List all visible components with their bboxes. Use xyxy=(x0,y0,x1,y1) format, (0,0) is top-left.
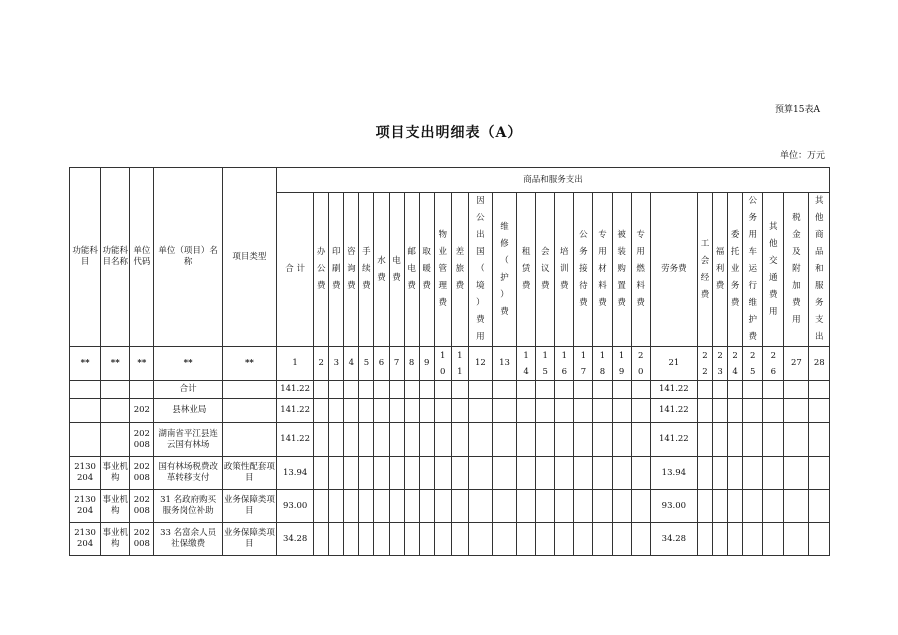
cell-project-type: 政策性配套项目 xyxy=(222,457,276,490)
header-item-19: 被 装 购 置 费 xyxy=(612,193,631,347)
header-item-8: 邮 电 费 xyxy=(404,193,419,347)
cell-item-23 xyxy=(713,490,728,523)
cell-item-21: 13.94 xyxy=(650,457,697,490)
cell-item-10 xyxy=(434,523,451,556)
cell-item-24 xyxy=(728,490,743,523)
cell-item-28 xyxy=(809,523,830,556)
cell-item-19 xyxy=(612,423,631,457)
cell-item-3 xyxy=(329,523,344,556)
column-number-2: 2 xyxy=(314,347,329,381)
cell-total: 141.22 xyxy=(277,399,314,423)
cell-item-11 xyxy=(451,423,468,457)
column-number-20: 2 0 xyxy=(631,347,650,381)
cell-item-6 xyxy=(374,490,389,523)
cell-item-19 xyxy=(612,490,631,523)
column-number-23: 2 3 xyxy=(713,347,728,381)
cell-item-11 xyxy=(451,523,468,556)
cell-item-10 xyxy=(434,457,451,490)
unit-label: 单位：万元 xyxy=(779,151,825,161)
cell-item-7 xyxy=(389,523,404,556)
cell-item-17 xyxy=(574,457,593,490)
column-number-26: 2 6 xyxy=(763,347,784,381)
star-cell: ** xyxy=(101,347,130,381)
header-total: 合 计 xyxy=(277,193,314,347)
cell-item-8 xyxy=(404,523,419,556)
cell-unit-name: 湖南省平江县连云国有林场 xyxy=(154,423,222,457)
header-item-24: 委 托 业 务 费 xyxy=(728,193,743,347)
column-number-19: 1 9 xyxy=(612,347,631,381)
cell-total: 141.22 xyxy=(277,423,314,457)
cell-item-15 xyxy=(536,399,555,423)
header-item-4: 咨 询 费 xyxy=(344,193,359,347)
cell-item-21: 141.22 xyxy=(650,381,697,399)
cell-item-16 xyxy=(555,381,574,399)
cell-item-16 xyxy=(555,523,574,556)
cell-unit-code: 202 008 xyxy=(130,457,154,490)
cell-func-subject: 2130 204 xyxy=(70,490,101,523)
cell-item-5 xyxy=(359,399,374,423)
cell-item-17 xyxy=(574,399,593,423)
cell-item-8 xyxy=(404,490,419,523)
cell-item-3 xyxy=(329,399,344,423)
cell-item-3 xyxy=(329,490,344,523)
header-item-28: 其 他 商 品 和 服 务 支 出 xyxy=(809,193,830,347)
cell-item-14 xyxy=(517,457,536,490)
header-item-10: 物 业 管 理 费 xyxy=(434,193,451,347)
cell-func-subject-name: 事业机构 xyxy=(101,523,130,556)
cell-item-6 xyxy=(374,423,389,457)
cell-item-24 xyxy=(728,399,743,423)
cell-item-17 xyxy=(574,381,593,399)
cell-item-10 xyxy=(434,423,451,457)
header-item-2: 办 公 费 xyxy=(314,193,329,347)
cell-item-17 xyxy=(574,523,593,556)
column-number-5: 5 xyxy=(359,347,374,381)
cell-item-26 xyxy=(763,523,784,556)
cell-item-12 xyxy=(468,399,492,423)
cell-item-13 xyxy=(492,523,516,556)
star-cell: ** xyxy=(70,347,101,381)
header-item-26: 其 他 交 通 费 用 xyxy=(763,193,784,347)
cell-item-17 xyxy=(574,490,593,523)
cell-item-18 xyxy=(593,423,612,457)
cell-item-21: 141.22 xyxy=(650,399,697,423)
column-number-28: 28 xyxy=(809,347,830,381)
column-number-11: 1 1 xyxy=(451,347,468,381)
project-expense-table xyxy=(69,167,830,556)
cell-item-20 xyxy=(631,457,650,490)
cell-item-5 xyxy=(359,490,374,523)
cell-item-26 xyxy=(763,457,784,490)
table-row xyxy=(70,423,830,457)
cell-item-10 xyxy=(434,399,451,423)
header-unit-code: 单位代码 xyxy=(130,168,154,347)
cell-item-25 xyxy=(743,457,763,490)
column-number-13: 13 xyxy=(492,347,516,381)
header-item-3: 印 刷 费 xyxy=(329,193,344,347)
cell-item-18 xyxy=(593,490,612,523)
cell-project-type xyxy=(222,381,276,399)
cell-item-9 xyxy=(419,490,434,523)
cell-item-9 xyxy=(419,381,434,399)
column-number-4: 4 xyxy=(344,347,359,381)
cell-item-24 xyxy=(728,381,743,399)
cell-item-8 xyxy=(404,399,419,423)
cell-item-2 xyxy=(314,490,329,523)
cell-item-28 xyxy=(809,457,830,490)
cell-item-16 xyxy=(555,399,574,423)
header-item-13: 维 修 （ 护 ） 费 xyxy=(492,193,516,347)
cell-item-15 xyxy=(536,381,555,399)
cell-item-12 xyxy=(468,423,492,457)
star-cell: ** xyxy=(154,347,222,381)
cell-item-2 xyxy=(314,399,329,423)
cell-item-16 xyxy=(555,490,574,523)
cell-item-27 xyxy=(784,457,809,490)
cell-item-23 xyxy=(713,381,728,399)
cell-unit-name: 33 名富余人员社保缴费 xyxy=(154,523,222,556)
cell-item-14 xyxy=(517,423,536,457)
cell-item-20 xyxy=(631,423,650,457)
cell-item-11 xyxy=(451,490,468,523)
cell-total: 34.28 xyxy=(277,523,314,556)
header-group-title: 商品和服务支出 xyxy=(277,168,830,193)
cell-item-4 xyxy=(344,523,359,556)
header-item-11: 差 旅 费 xyxy=(451,193,468,347)
cell-item-19 xyxy=(612,523,631,556)
cell-item-28 xyxy=(809,423,830,457)
cell-item-9 xyxy=(419,523,434,556)
cell-item-24 xyxy=(728,457,743,490)
cell-item-5 xyxy=(359,523,374,556)
cell-item-12 xyxy=(468,490,492,523)
cell-project-type: 业务保障类项目 xyxy=(222,490,276,523)
column-number-24: 2 4 xyxy=(728,347,743,381)
cell-item-27 xyxy=(784,399,809,423)
cell-func-subject: 2130 204 xyxy=(70,523,101,556)
cell-item-22 xyxy=(697,490,712,523)
column-number-9: 9 xyxy=(419,347,434,381)
form-code: 预算15表A xyxy=(775,105,820,115)
cell-item-23 xyxy=(713,399,728,423)
cell-item-4 xyxy=(344,457,359,490)
table-row xyxy=(70,490,830,523)
cell-item-10 xyxy=(434,381,451,399)
header-item-15: 会 议 费 xyxy=(536,193,555,347)
cell-item-2 xyxy=(314,523,329,556)
header-unit-name: 单位（项目）名称 xyxy=(154,168,222,347)
cell-item-26 xyxy=(763,399,784,423)
cell-unit-name: 合计 xyxy=(154,381,222,399)
column-number-8: 8 xyxy=(404,347,419,381)
cell-item-15 xyxy=(536,457,555,490)
cell-item-27 xyxy=(784,423,809,457)
cell-project-type xyxy=(222,423,276,457)
cell-item-25 xyxy=(743,490,763,523)
header-item-5: 手 续 费 xyxy=(359,193,374,347)
cell-item-25 xyxy=(743,399,763,423)
cell-item-7 xyxy=(389,381,404,399)
cell-item-5 xyxy=(359,423,374,457)
cell-item-4 xyxy=(344,381,359,399)
cell-item-22 xyxy=(697,523,712,556)
column-number-10: 1 0 xyxy=(434,347,451,381)
cell-item-13 xyxy=(492,457,516,490)
header-item-21: 劳务费 xyxy=(650,193,697,347)
cell-item-27 xyxy=(784,490,809,523)
cell-func-subject-name xyxy=(101,423,130,457)
cell-item-26 xyxy=(763,423,784,457)
cell-item-13 xyxy=(492,490,516,523)
cell-item-16 xyxy=(555,457,574,490)
cell-item-9 xyxy=(419,457,434,490)
cell-item-11 xyxy=(451,457,468,490)
cell-item-23 xyxy=(713,457,728,490)
column-number-14: 1 4 xyxy=(517,347,536,381)
cell-item-19 xyxy=(612,457,631,490)
header-item-6: 水 费 xyxy=(374,193,389,347)
cell-item-3 xyxy=(329,381,344,399)
cell-item-24 xyxy=(728,523,743,556)
cell-item-25 xyxy=(743,381,763,399)
cell-total: 13.94 xyxy=(277,457,314,490)
cell-project-type: 业务保障类项目 xyxy=(222,523,276,556)
cell-item-8 xyxy=(404,457,419,490)
cell-item-11 xyxy=(451,381,468,399)
cell-item-23 xyxy=(713,423,728,457)
cell-item-4 xyxy=(344,399,359,423)
star-cell: ** xyxy=(130,347,154,381)
header-item-16: 培 训 费 xyxy=(555,193,574,347)
cell-item-6 xyxy=(374,381,389,399)
column-number-7: 7 xyxy=(389,347,404,381)
cell-item-19 xyxy=(612,381,631,399)
header-item-9: 取 暖 费 xyxy=(419,193,434,347)
cell-item-12 xyxy=(468,457,492,490)
cell-item-13 xyxy=(492,423,516,457)
cell-item-18 xyxy=(593,381,612,399)
cell-func-subject-name: 事业机构 xyxy=(101,457,130,490)
cell-item-25 xyxy=(743,423,763,457)
cell-item-2 xyxy=(314,457,329,490)
header-item-7: 电 费 xyxy=(389,193,404,347)
cell-item-20 xyxy=(631,523,650,556)
cell-item-4 xyxy=(344,423,359,457)
cell-item-11 xyxy=(451,399,468,423)
cell-item-19 xyxy=(612,399,631,423)
cell-item-14 xyxy=(517,523,536,556)
cell-item-7 xyxy=(389,457,404,490)
cell-item-18 xyxy=(593,457,612,490)
header-item-25: 公 务 用 车 运 行 维 护 费 xyxy=(743,193,763,347)
cell-item-18 xyxy=(593,399,612,423)
cell-item-16 xyxy=(555,423,574,457)
cell-total: 93.00 xyxy=(277,490,314,523)
cell-item-28 xyxy=(809,399,830,423)
header-item-27: 税 金 及 附 加 费 用 xyxy=(784,193,809,347)
table-row xyxy=(70,399,830,423)
cell-item-17 xyxy=(574,423,593,457)
cell-item-7 xyxy=(389,399,404,423)
cell-item-3 xyxy=(329,423,344,457)
cell-unit-name: 31 名政府购买服务岗位补助 xyxy=(154,490,222,523)
cell-item-21: 141.22 xyxy=(650,423,697,457)
cell-item-20 xyxy=(631,399,650,423)
cell-item-10 xyxy=(434,490,451,523)
cell-item-15 xyxy=(536,490,555,523)
cell-item-26 xyxy=(763,381,784,399)
cell-item-21: 93.00 xyxy=(650,490,697,523)
cell-item-6 xyxy=(374,399,389,423)
column-number-18: 1 8 xyxy=(593,347,612,381)
header-project-type: 项目类型 xyxy=(222,168,276,347)
cell-item-26 xyxy=(763,490,784,523)
cell-item-12 xyxy=(468,523,492,556)
cell-item-25 xyxy=(743,523,763,556)
column-number-25: 2 5 xyxy=(743,347,763,381)
header-item-23: 福 利 费 xyxy=(713,193,728,347)
cell-func-subject-name: 事业机构 xyxy=(101,490,130,523)
column-number-17: 1 7 xyxy=(574,347,593,381)
cell-item-9 xyxy=(419,423,434,457)
cell-unit-code: 202 008 xyxy=(130,423,154,457)
cell-item-15 xyxy=(536,423,555,457)
cell-item-6 xyxy=(374,457,389,490)
column-number-22: 2 2 xyxy=(697,347,712,381)
header-item-17: 公 务 接 待 费 xyxy=(574,193,593,347)
cell-item-27 xyxy=(784,523,809,556)
cell-unit-code: 202 008 xyxy=(130,490,154,523)
cell-item-13 xyxy=(492,399,516,423)
cell-item-4 xyxy=(344,490,359,523)
column-number-3: 3 xyxy=(329,347,344,381)
cell-item-21: 34.28 xyxy=(650,523,697,556)
header-func-subject: 功能科目 xyxy=(70,168,101,347)
cell-unit-name: 县林业局 xyxy=(154,399,222,423)
cell-item-8 xyxy=(404,381,419,399)
cell-item-3 xyxy=(329,457,344,490)
cell-project-type xyxy=(222,399,276,423)
cell-item-18 xyxy=(593,523,612,556)
cell-unit-code: 202 008 xyxy=(130,523,154,556)
column-number-6: 6 xyxy=(374,347,389,381)
cell-item-5 xyxy=(359,381,374,399)
header-func-subject-name: 功能科目名称 xyxy=(101,168,130,347)
cell-total: 141.22 xyxy=(277,381,314,399)
cell-item-7 xyxy=(389,490,404,523)
header-item-18: 专 用 材 料 费 xyxy=(593,193,612,347)
header-item-14: 租 赁 费 xyxy=(517,193,536,347)
cell-item-2 xyxy=(314,381,329,399)
cell-item-20 xyxy=(631,381,650,399)
column-number-21: 21 xyxy=(650,347,697,381)
cell-item-5 xyxy=(359,457,374,490)
header-item-20: 专 用 燃 料 费 xyxy=(631,193,650,347)
cell-unit-name: 国有林场税费改革转移支付 xyxy=(154,457,222,490)
column-number-16: 1 6 xyxy=(555,347,574,381)
cell-item-15 xyxy=(536,523,555,556)
cell-item-28 xyxy=(809,490,830,523)
table-row xyxy=(70,381,830,399)
cell-func-subject-name xyxy=(101,381,130,399)
page-title: 项目支出明细表（A） xyxy=(375,125,523,141)
star-cell: ** xyxy=(222,347,276,381)
cell-item-22 xyxy=(697,399,712,423)
cell-item-14 xyxy=(517,399,536,423)
cell-func-subject xyxy=(70,381,101,399)
column-number-12: 12 xyxy=(468,347,492,381)
cell-unit-code: 202 xyxy=(130,399,154,423)
cell-item-14 xyxy=(517,381,536,399)
cell-unit-code xyxy=(130,381,154,399)
cell-func-subject xyxy=(70,423,101,457)
cell-item-22 xyxy=(697,457,712,490)
cell-item-13 xyxy=(492,381,516,399)
cell-item-9 xyxy=(419,399,434,423)
cell-item-6 xyxy=(374,523,389,556)
cell-item-22 xyxy=(697,381,712,399)
cell-func-subject-name xyxy=(101,399,130,423)
column-number-15: 1 5 xyxy=(536,347,555,381)
cell-item-23 xyxy=(713,523,728,556)
cell-item-14 xyxy=(517,490,536,523)
header-item-22: 工 会 经 费 xyxy=(697,193,712,347)
cell-item-28 xyxy=(809,381,830,399)
cell-item-20 xyxy=(631,490,650,523)
table-row xyxy=(70,523,830,556)
header-item-12: 因 公 出 国 （ 境 ） 费 用 xyxy=(468,193,492,347)
table-row xyxy=(70,457,830,490)
cell-func-subject xyxy=(70,399,101,423)
cell-item-27 xyxy=(784,381,809,399)
cell-item-7 xyxy=(389,423,404,457)
cell-item-22 xyxy=(697,423,712,457)
column-number-1: 1 xyxy=(277,347,314,381)
cell-func-subject: 2130 204 xyxy=(70,457,101,490)
cell-item-12 xyxy=(468,381,492,399)
cell-item-2 xyxy=(314,423,329,457)
column-number-27: 27 xyxy=(784,347,809,381)
cell-item-24 xyxy=(728,423,743,457)
cell-item-8 xyxy=(404,423,419,457)
